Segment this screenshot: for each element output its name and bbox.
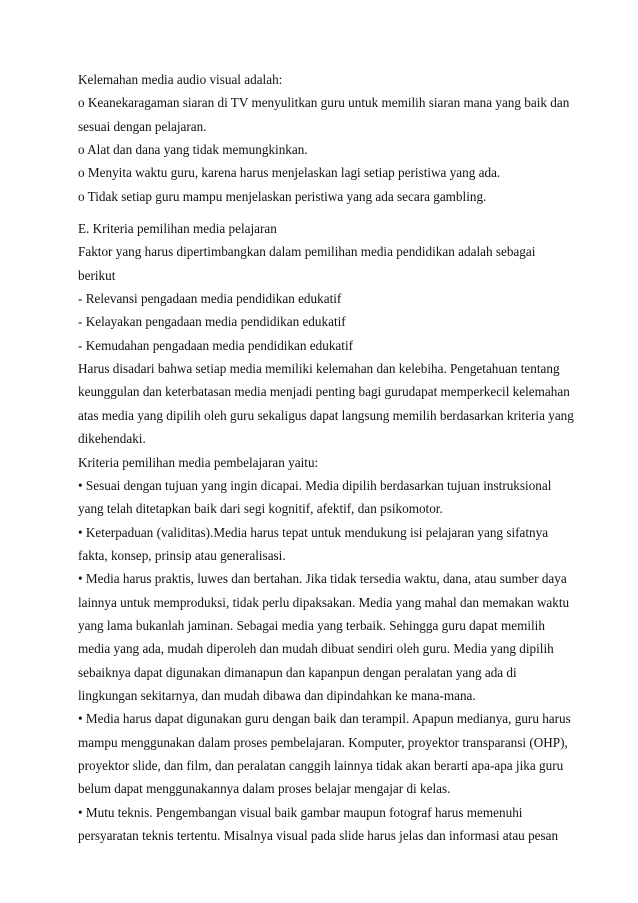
text-line: Faktor yang harus dipertimbangkan dalam pemilihan media pendidikan adalah sebagai (78, 244, 536, 260)
text-line: • Keterpaduan (validitas).Media harus tepat untuk mendukung isi pelajaran yang sifatnya (78, 524, 549, 540)
text-line: - Kemudahan pengadaan media pendidikan edukatif (78, 337, 353, 353)
text-line (78, 847, 578, 870)
text-line: • Media harus dapat digunakan guru dengan baik dan terampil. Apapun medianya, guru harus (78, 711, 571, 727)
text-line: o Tidak setiap guru mampu menjelaskan peristiwa yang ada secara gambling. (78, 188, 487, 204)
text-line: lainnya untuk memproduksi, tidak perlu dipaksakan. Media yang mahal dan memakan waktu (78, 594, 570, 610)
text-line: o Alat dan dana yang tidak memungkinkan. (78, 142, 308, 158)
text-line: lingkungan sekitarnya, dan mudah dibawa dan dipindahkan ke mana-mana. (78, 687, 476, 703)
text-line: Harus disadari bahwa setiap media memiliki kelemahan dan kelebiha. Pengetahuan tentang (78, 361, 560, 377)
text-line: atas media yang dipilih oleh guru sekaligus dapat langsung memilih berdasarkan kriteria yang (78, 407, 574, 423)
text-line: • Mutu teknis. Pengembangan visual baik gambar maupun fotograf harus memenuhi (78, 804, 523, 820)
text-line: • Sesuai dengan tujuan yang ingin dicapai. Media dipilih berdasarkan tujuan instruksional (78, 477, 552, 493)
section-kriteria (78, 217, 578, 894)
text-line (78, 871, 578, 894)
text-line: belum dapat menggunakannya dalam proses belajar mengajar di kelas. (78, 781, 451, 797)
text-line: mampu menggunakan dalam proses pembelajaran. Komputer, proyektor transparansi (OHP), (78, 734, 568, 750)
text-line: dikehendaki. (78, 431, 146, 447)
document-body (78, 68, 578, 894)
section-heading: E. Kriteria pemilihan media pelajaran (78, 221, 277, 237)
text-line: proyektor slide, dan film, dan peralatan canggih lainnya tidak akan berarti apa-apa jika guru (78, 757, 564, 773)
text-line: yang lama bukanlah jaminan. Sebagai media yang terbaik. Sehingga guru dapat memilih (78, 617, 545, 633)
text-line: o Keanekaragaman siaran di TV menyulitkan guru untuk memilih siaran mana yang baik dan (78, 95, 570, 111)
text-line: - Kelayakan pengadaan media pendidikan edukatif (78, 314, 346, 330)
text-line: media yang ada, mudah diperoleh dan mudah dibuat sendiri oleh guru. Media yang dipilih (78, 641, 554, 657)
text-line: Kriteria pemilihan media pembelajaran yaitu: (78, 454, 319, 470)
text-line: sebaiknya dapat digunakan dimanapun dan kapanpun dengan peralatan yang ada di (78, 664, 517, 680)
text-line: • Media harus praktis, luwes dan bertahan. Jika tidak tersedia waktu, dana, atau sumber daya (78, 571, 567, 587)
text-line: keunggulan dan keterbatasan media menjadi penting bagi gurudapat memperkecil kelemahan (78, 384, 570, 400)
text-line: berikut (78, 267, 116, 283)
text-line: - Relevansi pengadaan media pendidikan edukatif (78, 291, 342, 307)
section-kelemahan (78, 68, 578, 208)
paragraph-gap (78, 208, 578, 217)
text-line: o Menyita waktu guru, karena harus menjelaskan lagi setiap peristiwa yang ada. (78, 165, 501, 181)
text-line: persyaratan teknis tertentu. Misalnya visual pada slide harus jelas dan informasi atau pesan (78, 828, 559, 843)
text-line: fakta, konsep, prinsip atau generalisasi. (78, 547, 286, 563)
text-line: sesuai dengan pelajaran. (78, 118, 207, 134)
text-line: yang telah ditetapkan baik dari segi kognitif, afektif, dan psikomotor. (78, 501, 443, 517)
text-line: Kelemahan media audio visual adalah: (78, 72, 283, 87)
